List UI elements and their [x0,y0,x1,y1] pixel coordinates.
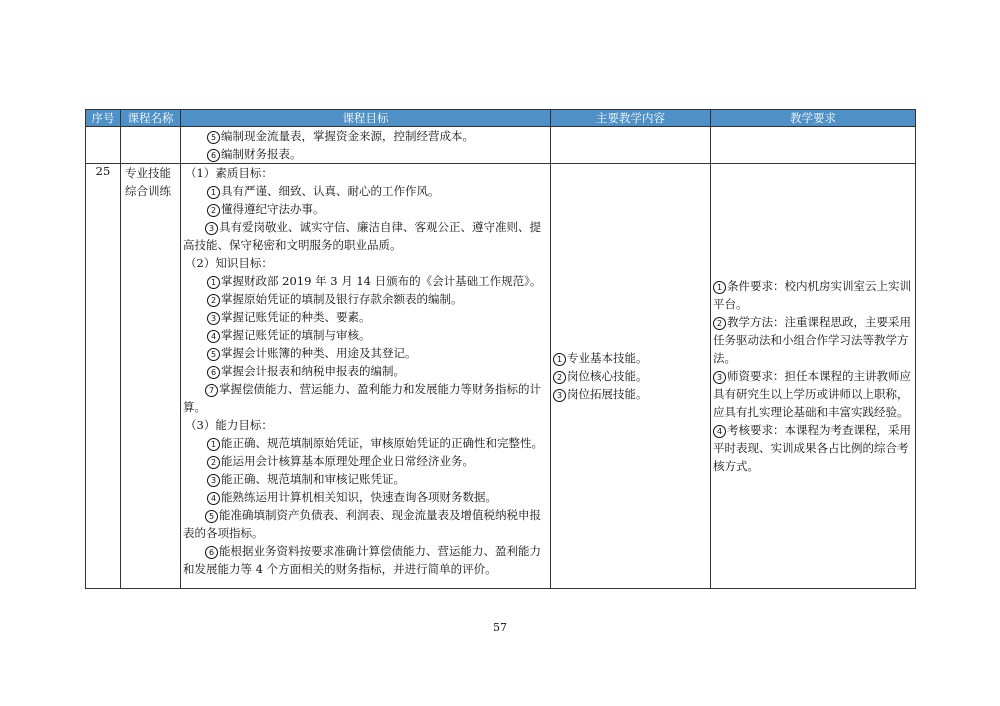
circled-number-icon: 6 [207,366,220,379]
circled-number-icon: 3 [207,312,220,325]
circled-number-icon: 2 [207,456,220,469]
goal-item: 3 掌握记账凭证的种类、要素。 [183,308,548,326]
goal-item: 5 掌握会计账簿的种类、用途及其登记。 [183,344,548,362]
table-row-continued [86,127,916,164]
circled-number-icon: 4 [207,330,220,343]
circled-number-icon: 1 [207,438,220,451]
header-course-name: 课程名称 [121,110,181,127]
header-teaching-requirements: 教学要求 [711,110,916,127]
goal-item: 5 能准确填制资产负债表、利润表、现金流量表及增值税纳税申报表的各项指标。 [183,508,541,540]
circled-number-icon: 4 [713,425,726,438]
circled-number-icon: 3 [713,371,726,384]
course-goals-cell [181,164,551,589]
circled-number-icon: 6 [207,149,220,162]
circled-number-icon: 3 [553,389,566,402]
goal-item: 4 掌握记账凭证的填制与审核。 [183,326,548,344]
circled-number-icon: 5 [207,131,220,144]
requirement-item: 3 师资要求：担任本课程的主讲教师应具有研究生以上学历或讲师以上职称，应具有扎实理论基础和丰富实践经验。 [713,369,911,419]
header-course-goals: 课程目标 [181,110,551,127]
page-number: 57 [493,621,507,634]
header-main-content: 主要教学内容 [551,110,711,127]
row-index: 25 [86,164,121,589]
circled-number-icon: 5 [205,510,218,523]
goal-item: 6 掌握会计报表和纳税申报表的编制。 [183,362,548,380]
continued-goals-cell [181,127,551,164]
circled-number-icon: 7 [205,384,218,397]
requirement-item: 4 考核要求：本课程为考查课程，采用平时表现、实训成果各占比例的综合考核方式。 [713,423,911,473]
goal-item: 2 懂得遵纪守法办事。 [183,200,548,218]
header-index: 序号 [86,110,121,127]
goal-item: 1 具有严谨、细致、认真、耐心的工作作风。 [183,182,548,200]
table-row-25 [86,164,916,589]
circled-number-icon: 2 [207,294,220,307]
goal-item: 2 能运用会计核算基本原理处理企业日常经济业务。 [183,452,548,470]
goal-item: 1 能正确、规范填制原始凭证，审核原始凭证的正确性和完整性。 [183,434,548,452]
goal-item: 3 具有爱岗敬业、诚实守信、廉洁自律、客观公正、遵守准则、提高技能、保守秘密和文明服务的职业品质。 [183,220,541,252]
circled-number-icon: 1 [713,281,726,294]
teaching-requirements-cell [711,164,916,589]
circled-number-icon: 1 [207,186,220,199]
goal-item: 3 能正确、规范填制和审核记账凭证。 [183,470,548,488]
section-heading-quality: （1）素质目标： [185,166,273,180]
circled-number-icon: 3 [207,474,220,487]
goal-item: 5 编制现金流量表，掌握资金来源，控制经营成本。 [183,127,548,145]
circled-number-icon: 6 [205,546,218,559]
requirement-item: 1 条件要求：校内机房实训室云上实训平台。 [713,279,911,311]
goal-item: 6 能根据业务资料按要求准确计算偿债能力、营运能力、盈利能力和发展能力等 4 个方面相关的财务指标，并进行简单的评价。 [183,544,541,576]
circled-number-icon: 3 [205,222,218,235]
goal-item: 4 能熟练运用计算机相关知识，快速查询各项财务数据。 [183,488,548,506]
course-table [85,109,916,589]
circled-number-icon: 5 [207,348,220,361]
goal-item: 1 掌握财政部 2019 年 3 月 14 日颁布的《会计基础工作规范》。 [183,272,548,290]
requirement-item: 2 教学方法：注重课程思政，主要采用任务驱动法和小组合作学习法等教学方法。 [713,315,911,365]
section-heading-knowledge: （2）知识目标： [185,256,273,270]
content-item: 2 岗位核心技能。 [553,367,708,385]
content-item: 1 专业基本技能。 [553,349,708,367]
goal-item: 6 编制财务报表。 [183,145,548,163]
circled-number-icon: 1 [207,276,220,289]
goal-item: 2 掌握原始凭证的填制及银行存款余额表的编制。 [183,290,548,308]
circled-number-icon: 2 [207,204,220,217]
circled-number-icon: 1 [553,353,566,366]
section-heading-ability: （3）能力目标： [185,418,273,432]
main-content-cell [551,164,711,589]
header-row [86,110,916,127]
goal-item: 7 掌握偿债能力、营运能力、盈利能力和发展能力等财务指标的计算。 [183,382,541,414]
course-name: 专业技能综合训练 [121,164,181,589]
circled-number-icon: 4 [207,492,220,505]
content-item: 3 岗位拓展技能。 [553,385,708,403]
circled-number-icon: 2 [713,317,726,330]
circled-number-icon: 2 [553,371,566,384]
